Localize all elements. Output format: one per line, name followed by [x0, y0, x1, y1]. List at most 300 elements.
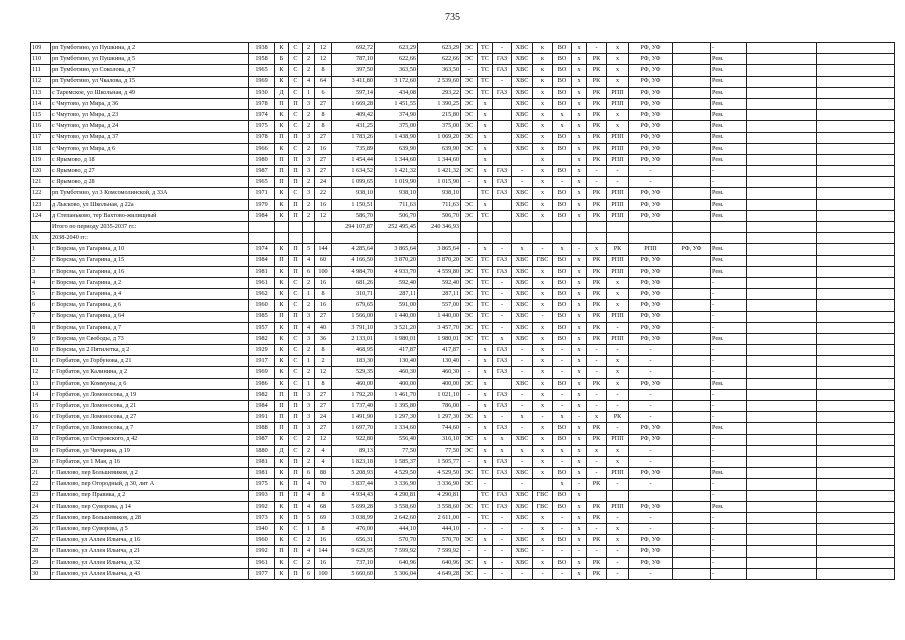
table-cell: [817, 568, 895, 579]
table-cell: 100: [315, 568, 332, 579]
table-row: [31, 166, 895, 177]
table-cell: -: [553, 367, 572, 378]
table-cell: ВО: [553, 277, 572, 288]
table-cell: х: [607, 445, 629, 456]
table-cell: -: [711, 311, 747, 322]
table-cell: ХВС: [512, 311, 533, 322]
table-cell: ЭС: [461, 568, 478, 579]
table-cell: 1: [31, 244, 51, 255]
table-cell: РК: [587, 65, 607, 76]
table-cell: [747, 76, 817, 87]
table-cell: г Павлово, пер Суворова, д 14: [51, 501, 249, 512]
table-cell: П: [289, 490, 303, 501]
table-cell: К: [275, 65, 289, 76]
table-cell: х: [533, 333, 553, 344]
table-cell: 1981: [249, 266, 275, 277]
table-cell: [747, 65, 817, 76]
table-cell: 27: [315, 166, 332, 177]
table-cell: [747, 244, 817, 255]
table-cell: 374,90: [375, 110, 418, 121]
table-cell: -: [607, 345, 629, 356]
table-cell: х: [572, 65, 587, 76]
table-cell: Д: [275, 445, 289, 456]
table-cell: ХВС: [512, 378, 533, 389]
table-cell: [817, 456, 895, 467]
table-cell: ГАЗ: [493, 54, 512, 65]
table-cell: 586,70: [332, 210, 375, 221]
table-cell: [673, 132, 711, 143]
table-cell: [817, 311, 895, 322]
table-cell: 787,10: [332, 54, 375, 65]
table-cell: ХВС: [512, 501, 533, 512]
table-cell: -: [711, 524, 747, 535]
table-cell: ГАЗ: [493, 345, 512, 356]
table-cell: х: [533, 423, 553, 434]
table-cell: [673, 501, 711, 512]
page-number: 735: [445, 12, 460, 23]
table-cell: -: [493, 76, 512, 87]
table-cell: -: [533, 568, 553, 579]
table-cell: [673, 311, 711, 322]
table-cell: 5 660,60: [332, 568, 375, 579]
table-cell: ЭС: [461, 166, 478, 177]
table-cell: -: [607, 401, 629, 412]
table-cell: -: [493, 277, 512, 288]
table-cell: х: [572, 210, 587, 221]
table-cell: П: [289, 255, 303, 266]
table-cell: [673, 222, 711, 233]
table-cell: К: [275, 210, 289, 221]
table-cell: 1978: [249, 98, 275, 109]
table-cell: 3 457,70: [418, 322, 461, 333]
table-cell: Рем.: [711, 98, 747, 109]
table-row: [31, 110, 895, 121]
table-cell: 120: [31, 166, 51, 177]
table-cell: х: [493, 333, 512, 344]
table-cell: К: [275, 479, 289, 490]
table-cell: 1930: [249, 87, 275, 98]
table-cell: [673, 322, 711, 333]
table-cell: х: [572, 266, 587, 277]
table-cell: 115: [31, 110, 51, 121]
table-cell: х: [478, 412, 493, 423]
table-cell: 1 980,01: [418, 333, 461, 344]
table-cell: ВО: [553, 535, 572, 546]
table-cell: Рем.: [711, 244, 747, 255]
table-cell: 1 395,80: [375, 401, 418, 412]
table-cell: 3 558,60: [375, 501, 418, 512]
table-cell: РПП: [607, 188, 629, 199]
table-cell: х: [533, 345, 553, 356]
table-cell: г Ворсма, ул Гагарина, д 2: [51, 277, 249, 288]
table-cell: 215,80: [418, 110, 461, 121]
table-cell: [817, 43, 895, 54]
table-cell: [747, 345, 817, 356]
table-cell: ВО: [553, 501, 572, 512]
table-cell: 240 346,93: [418, 222, 461, 233]
table-cell: -: [711, 412, 747, 423]
table-cell: -: [478, 568, 493, 579]
table-cell: 4 529,50: [418, 468, 461, 479]
table-cell: РК: [587, 568, 607, 579]
table-cell: ГАЗ: [493, 65, 512, 76]
table-cell: РК: [587, 300, 607, 311]
table-cell: К: [275, 289, 289, 300]
table-cell: ЭС: [461, 121, 478, 132]
table-cell: [747, 490, 817, 501]
table-cell: -: [533, 546, 553, 557]
table-cell: [747, 557, 817, 568]
table-cell: 24: [315, 412, 332, 423]
table-cell: 1984: [249, 210, 275, 221]
table-cell: 737,10: [332, 557, 375, 568]
table-cell: ГАЗ: [493, 266, 512, 277]
table-cell: П: [289, 244, 303, 255]
table-cell: ХВС: [512, 65, 533, 76]
table-cell: РК: [587, 132, 607, 143]
table-cell: П: [275, 166, 289, 177]
table-cell: [587, 222, 607, 233]
table-cell: [673, 412, 711, 423]
table-cell: [747, 512, 817, 523]
table-cell: РФ, УФ: [629, 199, 673, 210]
table-cell: [817, 143, 895, 154]
table-cell: х: [478, 110, 493, 121]
table-cell: 6: [31, 300, 51, 311]
table-cell: [673, 166, 711, 177]
table-row: [31, 289, 895, 300]
table-cell: РФ, УФ: [629, 266, 673, 277]
table-cell: 3 837,44: [332, 479, 375, 490]
table-cell: 130,40: [418, 356, 461, 367]
table-row: [31, 490, 895, 501]
table-cell: [817, 389, 895, 400]
table-cell: 656,31: [332, 535, 375, 546]
table-cell: 29: [31, 557, 51, 568]
table-cell: 1980: [249, 154, 275, 165]
table-cell: [673, 479, 711, 490]
table-cell: [673, 188, 711, 199]
table-cell: ЭС: [461, 143, 478, 154]
table-cell: ЭС: [461, 266, 478, 277]
table-cell: 1 566,00: [332, 311, 375, 322]
table-cell: г Павлово, ул Аллея Ильича, д 21: [51, 546, 249, 557]
table-cell: -: [553, 345, 572, 356]
table-cell: Рем.: [711, 468, 747, 479]
table-cell: -: [711, 546, 747, 557]
table-cell: 69: [315, 512, 332, 523]
table-cell: 1960: [249, 300, 275, 311]
table-cell: [461, 154, 478, 165]
table-cell: 2: [303, 445, 315, 456]
table-cell: [747, 378, 817, 389]
table-cell: 711,63: [418, 199, 461, 210]
table-cell: ВО: [553, 166, 572, 177]
table-cell: 12: [315, 43, 332, 54]
table-cell: х: [533, 322, 553, 333]
table-cell: [607, 233, 629, 244]
table-row: [31, 412, 895, 423]
table-cell: Рем.: [711, 121, 747, 132]
table-cell: х: [572, 132, 587, 143]
table-cell: 5 306,04: [375, 568, 418, 579]
table-cell: [629, 222, 673, 233]
table-cell: [673, 401, 711, 412]
table-cell: 1 390,25: [418, 98, 461, 109]
table-cell: ЭС: [461, 479, 478, 490]
table-cell: РПП: [607, 255, 629, 266]
table-row: [31, 434, 895, 445]
table-cell: П: [275, 401, 289, 412]
table-cell: [817, 367, 895, 378]
table-cell: 121: [31, 177, 51, 188]
table-cell: 89,13: [332, 445, 375, 456]
table-cell: Рем.: [711, 266, 747, 277]
table-cell: [673, 233, 711, 244]
table-cell: [747, 210, 817, 221]
table-cell: [31, 222, 51, 233]
table-cell: РФ, УФ: [629, 378, 673, 389]
table-cell: 681,26: [332, 277, 375, 288]
table-cell: ТС: [478, 255, 493, 266]
table-cell: 100: [315, 266, 332, 277]
table-cell: -: [711, 434, 747, 445]
table-cell: г Павлово, пер Большевиков, д 2: [51, 468, 249, 479]
table-cell: ГАЗ: [493, 87, 512, 98]
table-cell: 1: [303, 356, 315, 367]
table-cell: -: [478, 546, 493, 557]
table-cell: х: [478, 154, 493, 165]
table-cell: 460,00: [332, 378, 375, 389]
table-cell: х: [533, 367, 553, 378]
table-cell: С: [289, 43, 303, 54]
table-cell: -: [607, 166, 629, 177]
table-cell: г Ворсма, ул Гагарина, д 7: [51, 322, 249, 333]
table-row: [31, 401, 895, 412]
table-cell: 4 649,28: [418, 568, 461, 579]
table-cell: -: [629, 445, 673, 456]
table-cell: РК: [587, 311, 607, 322]
table-cell: ГАЗ: [493, 423, 512, 434]
table-cell: х: [478, 423, 493, 434]
table-cell: [817, 289, 895, 300]
table-cell: 1 823,18: [332, 456, 375, 467]
table-cell: х: [572, 568, 587, 579]
table-cell: 1962: [249, 289, 275, 300]
table-cell: ВО: [553, 188, 572, 199]
table-cell: ЭС: [461, 557, 478, 568]
table-cell: 22: [31, 479, 51, 490]
table-cell: х: [572, 468, 587, 479]
table-cell: х: [478, 434, 493, 445]
table-row: [31, 87, 895, 98]
table-cell: -: [493, 546, 512, 557]
table-row: [31, 222, 895, 233]
table-cell: 77,50: [418, 445, 461, 456]
table-cell: 16: [315, 300, 332, 311]
table-cell: 4 984,70: [332, 266, 375, 277]
table-cell: К: [275, 468, 289, 479]
table-cell: 8: [315, 524, 332, 535]
table-cell: 28: [31, 546, 51, 557]
table-cell: -: [493, 244, 512, 255]
table-cell: 20: [31, 456, 51, 467]
table-cell: х: [533, 512, 553, 523]
table-cell: [817, 501, 895, 512]
table-cell: х: [493, 445, 512, 456]
table-cell: 1 440,00: [418, 311, 461, 322]
table-cell: РФ, УФ: [629, 98, 673, 109]
table-cell: РК: [587, 210, 607, 221]
table-cell: [461, 233, 478, 244]
table-cell: ВО: [553, 143, 572, 154]
table-cell: [673, 277, 711, 288]
table-cell: С: [289, 434, 303, 445]
table-cell: г Горбатов, ул Ломоносова, д 21: [51, 401, 249, 412]
table-cell: х: [553, 110, 572, 121]
table-cell: х: [533, 188, 553, 199]
table-row: [31, 65, 895, 76]
table-cell: с Чмутово, ул Мира, д 6: [51, 143, 249, 154]
table-cell: ЭС: [461, 110, 478, 121]
table-cell: РФ, УФ: [629, 143, 673, 154]
table-cell: ЭС: [461, 333, 478, 344]
table-cell: 25: [31, 512, 51, 523]
table-cell: [493, 154, 512, 165]
table-cell: [673, 154, 711, 165]
table-cell: 1965: [249, 177, 275, 188]
table-cell: Рем.: [711, 255, 747, 266]
table-cell: -: [461, 524, 478, 535]
table-cell: -: [461, 65, 478, 76]
table-cell: х: [533, 121, 553, 132]
table-cell: ГВС: [533, 501, 553, 512]
table-cell: [493, 110, 512, 121]
table-cell: К: [275, 121, 289, 132]
table-cell: К: [275, 568, 289, 579]
table-cell: [493, 479, 512, 490]
table-cell: -: [493, 322, 512, 333]
table-cell: с Таремское, ул Школьная, д 49: [51, 87, 249, 98]
table-cell: ГАЗ: [493, 177, 512, 188]
table-cell: П: [289, 154, 303, 165]
table-cell: х: [493, 434, 512, 445]
table-cell: 3: [303, 98, 315, 109]
table-cell: 1986: [249, 378, 275, 389]
table-cell: [673, 76, 711, 87]
table-cell: [673, 378, 711, 389]
table-cell: ЭС: [461, 255, 478, 266]
table-cell: г Ворсма, ул Гагарина, д 64: [51, 311, 249, 322]
table-cell: х: [533, 456, 553, 467]
table-cell: [747, 401, 817, 412]
table-cell: [817, 535, 895, 546]
table-cell: [673, 434, 711, 445]
table-cell: х: [533, 300, 553, 311]
table-cell: 11: [31, 356, 51, 367]
table-cell: РПП: [607, 154, 629, 165]
table-cell: [493, 222, 512, 233]
table-cell: С: [289, 110, 303, 121]
table-cell: [817, 54, 895, 65]
table-cell: 1: [303, 87, 315, 98]
table-cell: 2: [303, 345, 315, 356]
table-cell: 12: [315, 367, 332, 378]
table-cell: ВО: [553, 65, 572, 76]
table-cell: [817, 345, 895, 356]
table-cell: ХВС: [512, 255, 533, 266]
table-cell: 15: [31, 401, 51, 412]
table-cell: -: [711, 445, 747, 456]
table-cell: ТС: [478, 333, 493, 344]
table-cell: 4: [303, 322, 315, 333]
table-cell: [747, 524, 817, 535]
table-cell: 7: [31, 311, 51, 322]
table-cell: 4 166,50: [332, 255, 375, 266]
table-cell: [817, 468, 895, 479]
table-cell: [493, 121, 512, 132]
table-cell: К: [275, 76, 289, 87]
table-cell: -: [607, 177, 629, 188]
table-cell: -: [493, 512, 512, 523]
table-cell: [673, 98, 711, 109]
table-cell: [461, 490, 478, 501]
table-cell: [673, 266, 711, 277]
table-cell: х: [533, 132, 553, 143]
table-cell: 27: [315, 98, 332, 109]
table-cell: РФ, УФ: [629, 557, 673, 568]
table-cell: 417,87: [418, 345, 461, 356]
table-cell: [747, 568, 817, 579]
table-cell: РПП: [607, 132, 629, 143]
table-cell: ВО: [553, 378, 572, 389]
table-cell: К: [275, 356, 289, 367]
table-cell: 4: [315, 456, 332, 467]
table-cell: 17: [31, 423, 51, 434]
table-cell: х: [572, 535, 587, 546]
table-cell: [817, 98, 895, 109]
table-cell: [747, 322, 817, 333]
table-cell: 252 495,45: [375, 222, 418, 233]
table-cell: ТС: [478, 266, 493, 277]
table-cell: г Горбатов, ул Коммуны, д 6: [51, 378, 249, 389]
table-cell: х: [572, 401, 587, 412]
table-cell: ХВС: [512, 199, 533, 210]
table-cell: РК: [587, 199, 607, 210]
table-cell: 114: [31, 98, 51, 109]
table-cell: 431,25: [332, 121, 375, 132]
table-cell: 116: [31, 121, 51, 132]
table-cell: 64: [315, 76, 332, 87]
table-cell: 1991: [249, 412, 275, 423]
table-cell: -: [512, 356, 533, 367]
table-cell: 1917: [249, 356, 275, 367]
table-cell: ВО: [553, 132, 572, 143]
table-cell: 1965: [249, 65, 275, 76]
table-row: [31, 535, 895, 546]
table-cell: 1 421,32: [418, 166, 461, 177]
table-cell: [817, 277, 895, 288]
table-cell: РПП: [607, 266, 629, 277]
table-cell: 592,40: [418, 277, 461, 288]
table-cell: Рем.: [711, 210, 747, 221]
table-row: [31, 132, 895, 143]
table-row: [31, 233, 895, 244]
table-cell: х: [607, 54, 629, 65]
table-cell: ХВС: [512, 266, 533, 277]
table-cell: х: [478, 535, 493, 546]
table-cell: 77,50: [375, 445, 418, 456]
